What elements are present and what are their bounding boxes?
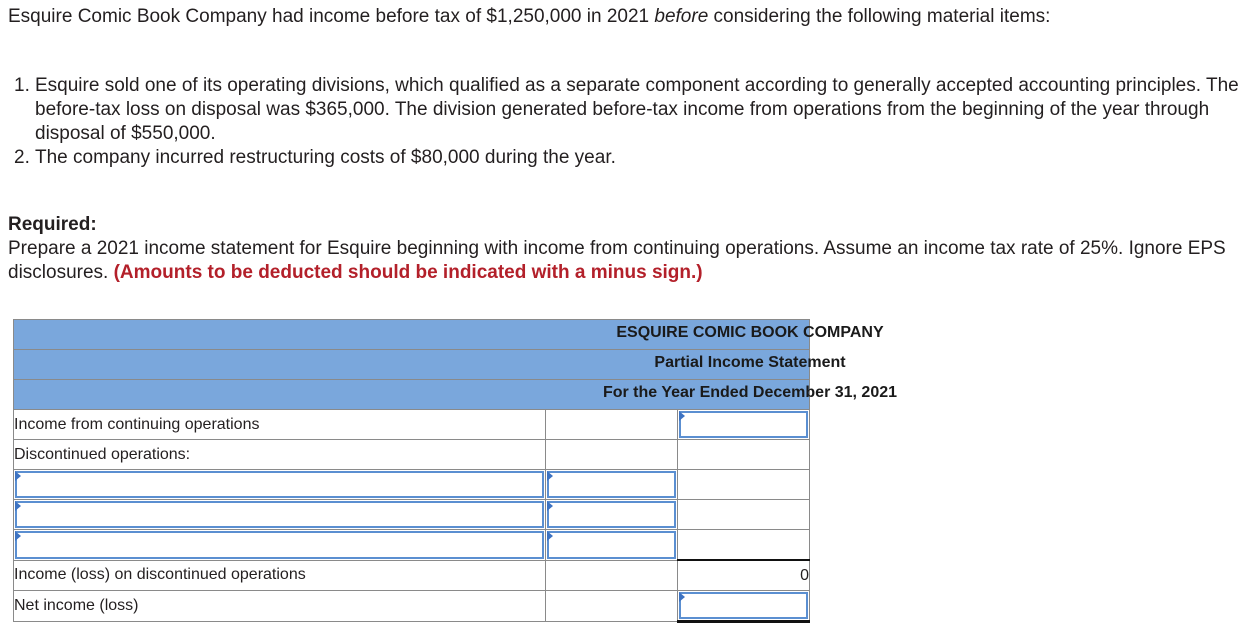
required-heading: Required: [8,214,97,235]
statement-title: Partial Income Statement [654,354,846,371]
table-row [14,440,810,470]
problem-intro: Esquire Comic Book Company had income before tax of $1,250,000 in 2021 before considering the following material items: [8,6,1051,27]
row-label-net-income: Net income (loss) [14,591,546,622]
discontinued-line-3-label-input[interactable] [15,531,544,559]
material-items-list [0,74,1240,170]
discontinued-line-1-amount-input[interactable] [547,471,676,498]
table-row [14,500,810,530]
required-text: Prepare a 2021 income statement for Esquire beginning with income from continuing operations. Assume an income tax rate of 25%. Ignore EPS disclosures. [8,238,1226,283]
table-row [14,560,810,591]
discontinued-line-2-amount-input[interactable] [547,501,676,528]
net-income-cell[interactable] [678,591,810,622]
discontinued-line-3-amount-input[interactable] [547,531,676,559]
discontinued-line-2-label-input[interactable] [15,501,544,528]
continuing-amount-cell[interactable] [678,410,810,440]
statement-period: For the Year Ended December 31, 2021 [602,384,898,401]
statement-company-name: ESQUIRE COMIC BOOK COMPANY [616,324,884,341]
list-item: 1. Esquire sold one of its operating divisions, which qualified as a separate component according to generally accepted accounting principles. The before-tax loss on disposal was $365,000. The division generated before-tax income from operations from the beginning of the year through disposal of $550,000. [14,75,1239,144]
discontinued-total-value: 0 [678,560,810,591]
row-label-discontinued: Discontinued operations: [14,440,546,470]
discontinued-line-1-label-input[interactable] [15,471,544,498]
table-row [14,591,810,622]
minus-sign-note: (Amounts to be deducted should be indicated with a minus sign.) [113,262,703,283]
table-row [14,410,810,440]
table-row [14,530,810,561]
emphasis-before: before [654,6,709,27]
row-label-discontinued-result: Income (loss) on discontinued operations [14,560,546,591]
required-section [8,213,1248,285]
row-label-continuing: Income from continuing operations [14,410,546,440]
table-row [14,470,810,500]
net-income-input[interactable] [679,592,808,619]
list-item: 2. The company incurred restructuring costs of $80,000 during the year. [14,147,616,168]
continuing-amount-input[interactable] [679,411,808,438]
